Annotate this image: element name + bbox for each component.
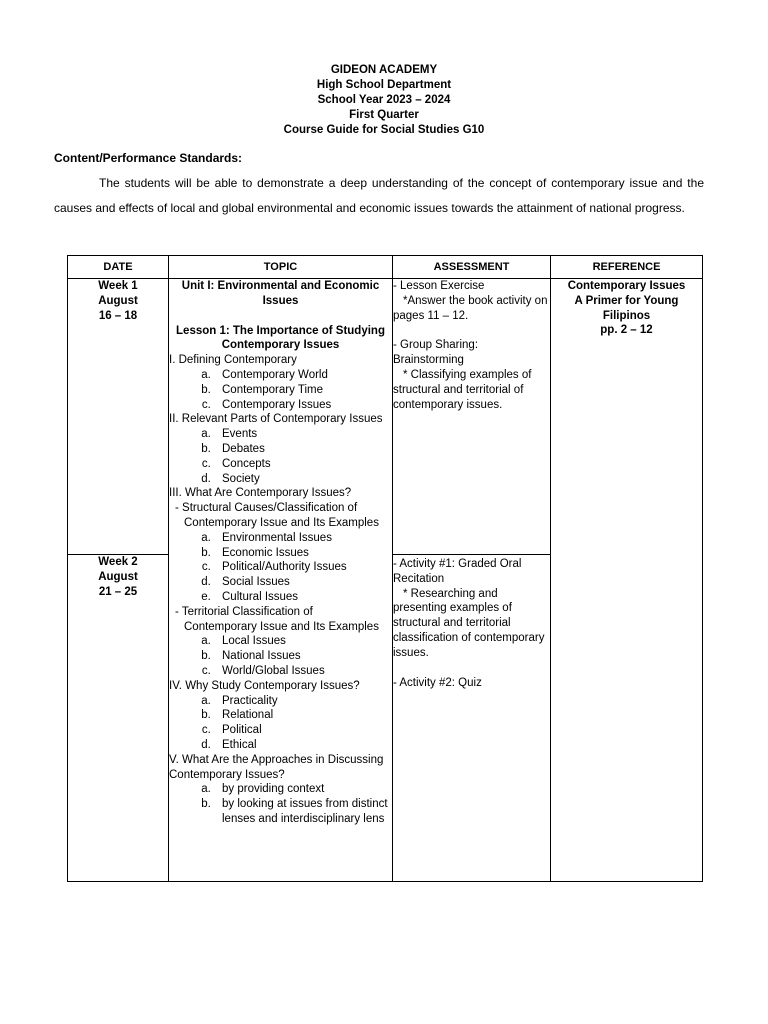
header-topic: TOPIC (169, 256, 393, 279)
header-date: DATE (68, 256, 169, 279)
list-item: a. Environmental Issues (214, 531, 392, 546)
course-title: Course Guide for Social Studies G10 (283, 124, 485, 136)
list-item: b. Debates (214, 442, 392, 457)
topic-cell (169, 279, 393, 882)
section-3-sub2-list (169, 634, 392, 678)
list-item: b. Contemporary Time (214, 383, 392, 398)
reference-cell (551, 279, 703, 882)
list-item: a. Contemporary World (214, 368, 392, 383)
list-item: d. Society (214, 472, 392, 487)
department-name: High School Department (316, 79, 452, 91)
section-2-list (169, 427, 392, 486)
week2-days: 21 – 25 (98, 585, 138, 598)
lesson-title: Lesson 1: The Importance of Studying Contemporary Issues (176, 324, 385, 352)
standards-heading: Content/Performance Standards: (54, 151, 243, 165)
section-4-list (169, 694, 392, 753)
reference-subtitle: A Primer for Young Filipinos (574, 294, 679, 322)
list-item: c. Contemporary Issues (214, 398, 392, 413)
list-item: c. Political (214, 723, 392, 738)
assessment-w2-line2: * Researching and presenting examples of structural and territorial classification of contemporary issues. (393, 587, 545, 659)
section-5-list (169, 782, 392, 826)
section-3-sub2: - Territorial Classification of (175, 605, 313, 618)
list-item: b. by looking at issues from distinct lenses and interdisciplinary lens (214, 797, 392, 827)
week1-days: 16 – 18 (98, 309, 138, 322)
reference-pages: pp. 2 – 12 (600, 324, 653, 337)
list-item: d. Social Issues (214, 575, 392, 590)
date-week1 (68, 279, 169, 555)
document-header (0, 63, 768, 138)
header-reference: REFERENCE (551, 256, 703, 279)
standards-text: The students will be able to demonstrate a deep understanding of the concept of contemporary issue and the causes and effects of local and global environmental and economic issues towards the attainment of national progress. (54, 176, 704, 215)
week1-month: August (98, 294, 138, 307)
section-3-sub1-list (169, 531, 392, 605)
week2-month: August (98, 570, 138, 583)
header-assessment: ASSESSMENT (393, 256, 551, 279)
list-item: b. Relational (214, 708, 392, 723)
assessment-week2 (393, 555, 551, 882)
school-name: GIDEON ACADEMY (330, 64, 438, 76)
list-item: a. Events (214, 427, 392, 442)
list-item: c. Concepts (214, 457, 392, 472)
section-3-sub2-cont: Contemporary Issue and Its Examples (184, 620, 379, 633)
section-1-list (169, 368, 392, 412)
assessment-w2-line1: - Activity #1: Graded Oral Recitation (393, 558, 522, 585)
unit-title: Unit I: Environmental and Economic Issues (181, 280, 380, 307)
list-item: c. Political/Authority Issues (214, 560, 392, 575)
date-week2 (68, 555, 169, 882)
table-header-row (68, 256, 703, 279)
section-3: III. What Are Contemporary Issues? (169, 487, 352, 500)
list-item: d. Ethical (214, 738, 392, 753)
section-5: V. What Are the Approaches in Discussing Contemporary Issues? (169, 753, 384, 781)
list-item: a. Practicality (214, 694, 392, 709)
list-item: c. World/Global Issues (214, 664, 392, 679)
list-item: a. by providing context (214, 782, 392, 797)
week2-label: Week 2 (98, 556, 138, 568)
assessment-w1-line3: - Group Sharing: Brainstorming (393, 339, 479, 367)
section-3-sub1: - Structural Causes/Classification of (175, 502, 358, 515)
list-item: e. Cultural Issues (214, 590, 392, 605)
assessment-w1-line4: * Classifying examples of structural and territorial of contemporary issues. (393, 368, 532, 411)
quarter: First Quarter (349, 109, 419, 121)
table-row-week1 (68, 279, 703, 555)
assessment-w2-line3: - Activity #2: Quiz (393, 676, 482, 689)
week1-label: Week 1 (98, 280, 138, 292)
section-1: I. Defining Contemporary (169, 354, 297, 367)
school-year: School Year 2023 – 2024 (317, 94, 451, 106)
assessment-w1-line2: *Answer the book activity on pages 11 – 12. (393, 294, 548, 322)
course-guide-table (67, 255, 703, 882)
assessment-w1-line1: - Lesson Exercise (393, 280, 485, 292)
section-2: II. Relevant Parts of Contemporary Issues (169, 413, 383, 426)
list-item: b. National Issues (214, 649, 392, 664)
reference-title: Contemporary Issues (567, 280, 686, 292)
section-4: IV. Why Study Contemporary Issues? (169, 679, 360, 692)
assessment-week1 (393, 279, 551, 555)
list-item: a. Local Issues (214, 634, 392, 649)
section-3-sub1-cont: Contemporary Issue and Its Examples (184, 516, 379, 529)
list-item: b. Economic Issues (214, 546, 392, 561)
